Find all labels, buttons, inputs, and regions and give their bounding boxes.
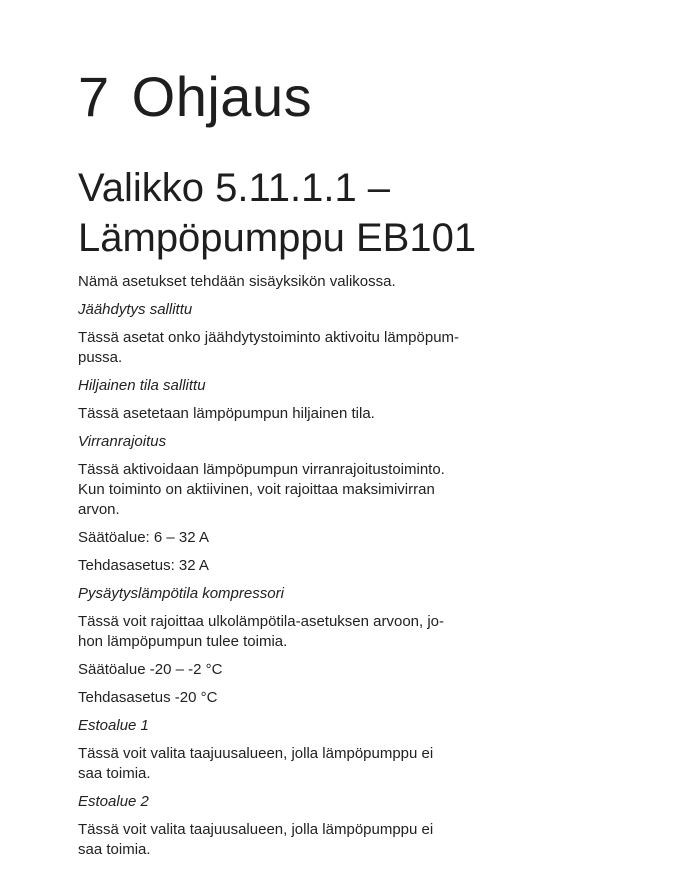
stop-temp-default: Tehdasasetus -20 °C xyxy=(78,689,218,706)
current-text-line3: arvon. xyxy=(78,501,120,518)
block1-text-line2: saa toimia. xyxy=(78,765,151,782)
stop-temp-paragraph xyxy=(78,612,498,652)
current-text-line2: Kun toiminto on aktiivinen, voit rajoittaa maksimivirran xyxy=(78,481,435,498)
block-zone-2-heading: Estoalue 2 xyxy=(78,793,149,810)
silent-paragraph: Tässä asetetaan lämpöpumpun hiljainen tila. xyxy=(78,405,375,422)
cooling-text-line1: Tässä asetat onko jäähdytystoiminto aktivoitu lämpöpum- xyxy=(78,329,460,346)
block-zone-1-heading: Estoalue 1 xyxy=(78,717,149,734)
current-text-line1: Tässä aktivoidaan lämpöpumpun virranrajoitustoiminto. xyxy=(78,461,445,478)
current-limit-heading: Virranrajoitus xyxy=(78,433,167,450)
current-limit-paragraph xyxy=(78,460,498,520)
block-zone-2-paragraph xyxy=(78,820,498,860)
section-title-line2: Lämpöpumppu EB101 xyxy=(78,216,477,260)
chapter-name: Ohjaus xyxy=(131,65,313,128)
cooling-paragraph xyxy=(78,328,498,368)
body-text xyxy=(78,272,498,868)
block2-text-line2: saa toimia. xyxy=(78,841,151,858)
stop-temp-range: Säätöalue -20 – -2 °C xyxy=(78,661,223,678)
block2-text-line1: Tässä voit valita taajuusalueen, jolla lämpöpumppu ei xyxy=(78,821,434,838)
silent-heading: Hiljainen tila sallittu xyxy=(78,377,206,394)
section-title xyxy=(78,163,476,263)
block-zone-1-paragraph xyxy=(78,744,498,784)
current-default: Tehdasasetus: 32 A xyxy=(78,557,209,574)
stop-text-line1: Tässä voit rajoittaa ulkolämpötila-asetuksen arvoon, jo- xyxy=(78,613,445,630)
block1-text-line1: Tässä voit valita taajuusalueen, jolla lämpöpumppu ei xyxy=(78,745,434,762)
section-title-line1: Valikko 5.11.1.1 – xyxy=(78,166,391,210)
cooling-heading: Jäähdytys sallittu xyxy=(78,301,193,318)
current-range: Säätöalue: 6 – 32 A xyxy=(78,529,209,546)
chapter-title xyxy=(78,64,312,130)
chapter-number: 7 xyxy=(78,65,110,128)
cooling-text-line2: pussa. xyxy=(78,349,123,366)
intro-paragraph: Nämä asetukset tehdään sisäyksikön valikossa. xyxy=(78,273,396,290)
stop-text-line2: hon lämpöpumpun tulee toimia. xyxy=(78,633,288,650)
stop-temp-heading: Pysäytyslämpötila kompressori xyxy=(78,585,284,602)
